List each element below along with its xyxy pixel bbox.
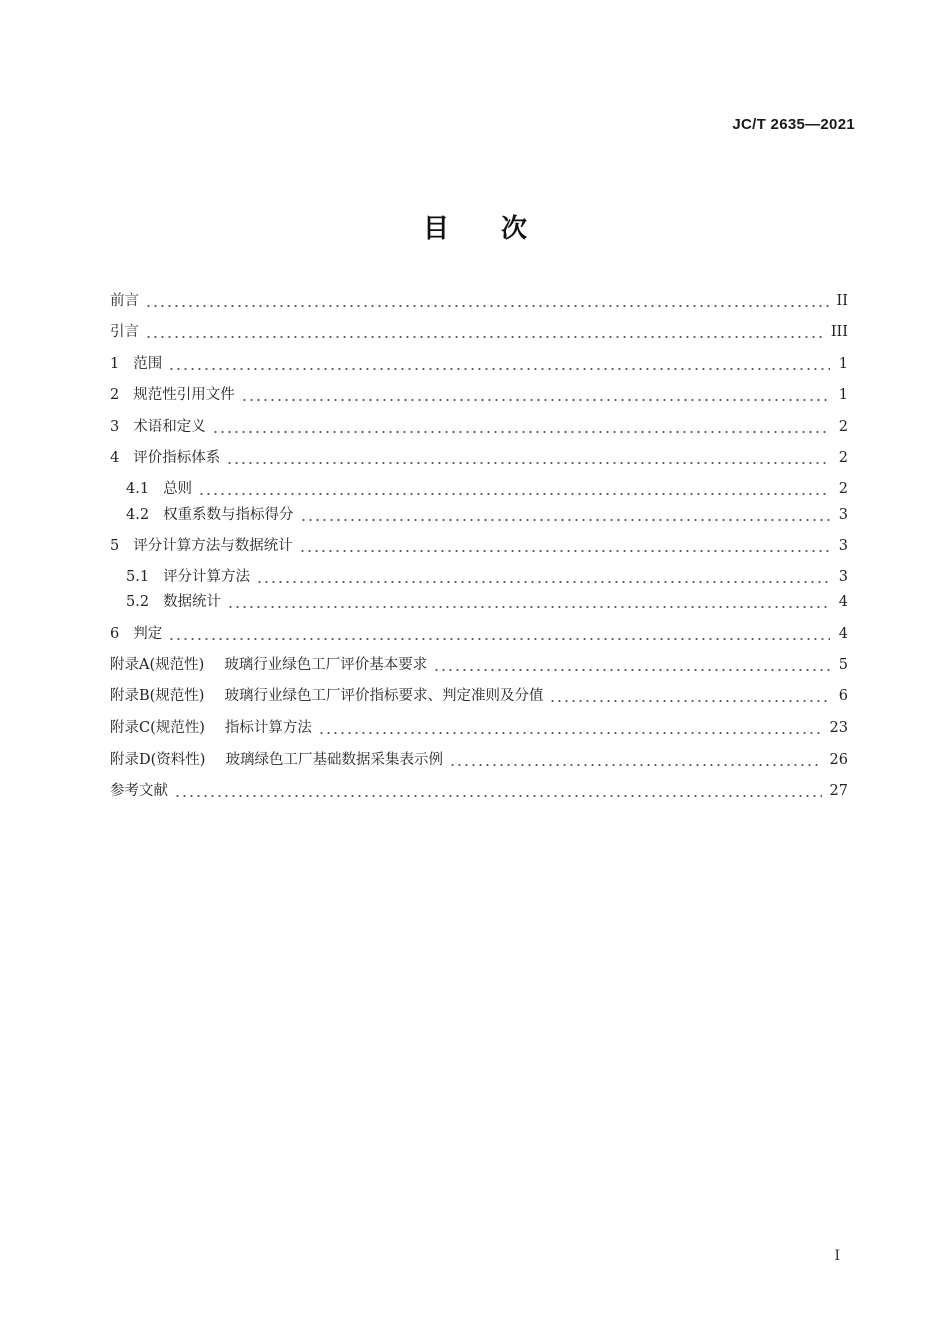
toc-entry-page: 4 [838,626,848,642]
toc-entry-label: 判定 [133,626,163,642]
toc-entry-page: 26 [829,752,848,768]
toc-entry-page: 3 [838,507,848,523]
toc-entry-general[interactable] [126,477,848,501]
toc-entry-page: 2 [838,450,848,466]
toc-entry-appendix-b[interactable] [110,684,848,708]
toc-leader-dots [145,320,823,340]
toc-leader-dots [433,653,830,673]
standard-code: JC/T 2635—2021 [732,116,855,133]
toc-entry-foreword[interactable] [110,289,848,313]
page-number: I [834,1248,840,1264]
toc-entry-number: 4.1 [126,481,150,497]
toc-entry-number: 5 [110,538,120,554]
toc-entry-label: 术语和定义 [133,419,206,435]
toc-entry-label: 引言 [110,324,139,340]
toc-entry-number: 1 [110,356,120,372]
toc-entry-number: 附录B(规范性) [110,688,205,704]
toc-entry-label: 玻璃绿色工厂基础数据采集表示例 [225,752,443,768]
toc-entry-page: 27 [829,783,848,799]
toc-entry-label: 范围 [133,356,163,372]
toc-entry-page: 6 [838,688,848,704]
toc-entry-label: 前言 [110,293,139,309]
toc-entry-appendix-c[interactable] [110,716,848,740]
toc-entry-label: 规范性引用文件 [133,387,235,403]
toc-entry-page: 1 [838,356,848,372]
toc-leader-dots [226,446,830,466]
toc-entry-appendix-d[interactable] [110,748,848,772]
toc-entry-page: 5 [838,657,848,673]
toc-entry-evaluation-index-system[interactable] [110,446,848,470]
toc-entry-page: 4 [838,594,848,610]
toc-entry-page: 2 [838,419,848,435]
toc-entry-label: 总则 [163,481,193,497]
toc-entry-number: 6 [110,626,120,642]
toc-entry-scoring-and-statistics[interactable] [110,534,848,558]
toc-entry-number: 4.2 [126,507,150,523]
toc-entry-scoring-method[interactable] [126,565,848,589]
toc-entry-judgment[interactable] [110,622,848,646]
toc-entry-data-statistics[interactable] [126,590,848,614]
toc-entry-number: 4 [110,450,120,466]
toc-entry-page: 1 [838,387,848,403]
toc-entry-number: 附录C(规范性) [110,720,205,736]
toc-entry-number: 5.2 [126,594,150,610]
toc-entry-number: 附录A(规范性) [110,657,205,673]
toc-entry-label: 权重系数与指标得分 [163,507,294,523]
toc-leader-dots [299,534,830,554]
toc-leader-dots [212,415,830,435]
toc-leader-dots [198,477,830,497]
toc-entry-bibliography[interactable] [110,779,848,803]
toc-entry-appendix-a[interactable] [110,653,848,677]
toc-entry-normative-references[interactable] [110,383,848,407]
toc-entry-page: II [836,293,848,309]
toc-entry-label: 参考文献 [110,783,168,799]
toc-leader-dots [174,779,822,799]
toc-leader-dots [318,716,822,736]
toc-entry-scope[interactable] [110,352,848,376]
toc-entry-label: 玻璃行业绿色工厂评价指标要求、判定准则及分值 [224,688,544,704]
toc-entry-introduction[interactable] [110,320,848,344]
toc-leader-dots [168,352,830,372]
toc-entry-label: 评分计算方法 [163,569,251,585]
page-title: 目次 [422,214,579,244]
toc-leader-dots [227,590,830,610]
toc-entry-number: 3 [110,419,120,435]
toc-entry-number: 5.1 [126,569,150,585]
toc-entry-page: 3 [838,538,848,554]
toc-entry-page: 23 [829,720,848,736]
toc-entry-label: 玻璃行业绿色工厂评价基本要求 [224,657,428,673]
toc-entry-terms-definitions[interactable] [110,415,848,439]
toc-leader-dots [168,622,830,642]
toc-leader-dots [549,684,830,704]
toc-leader-dots [145,289,829,309]
toc-entry-weight-coefficients[interactable] [126,503,848,527]
toc-entry-label: 指标计算方法 [224,720,312,736]
toc-entry-number: 附录D(资料性) [110,752,206,768]
toc-leader-dots [449,748,822,768]
toc-entry-label: 数据统计 [163,594,222,610]
toc-entry-number: 2 [110,387,120,403]
toc-entry-label: 评分计算方法与数据统计 [133,538,293,554]
toc-entry-page: 3 [838,569,848,585]
toc-entry-page: 2 [838,481,848,497]
toc-leader-dots [300,503,830,523]
toc-entry-page: III [830,324,848,340]
toc-leader-dots [241,383,830,403]
toc-entry-label: 评价指标体系 [133,450,221,466]
toc-leader-dots [256,565,830,585]
